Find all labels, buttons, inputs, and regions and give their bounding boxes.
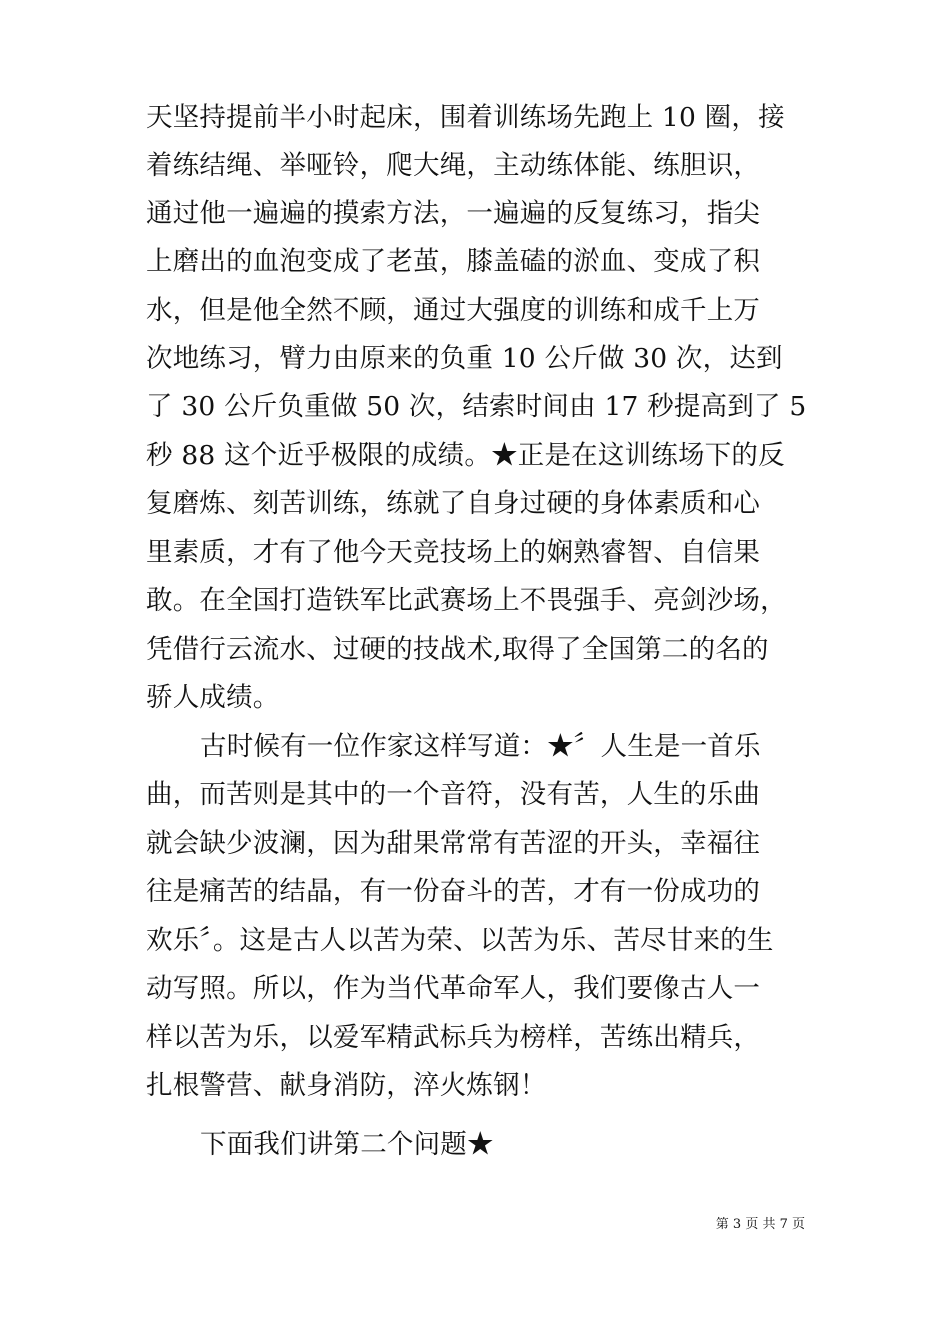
body-text-line: 通过他一遍遍的摸索方法，一遍遍的反复练习，指尖 xyxy=(146,198,761,229)
body-text-line: 天坚持提前半小时起床，围着训练场先跑上 10 圈，接 xyxy=(146,102,785,133)
body-text-line: 上磨出的血泡变成了老茧，膝盖磕的淤血、变成了积 xyxy=(146,246,761,277)
body-text-line: 着练结绳、举哑铃，爬大绳，主动练体能、练胆识， xyxy=(146,150,761,181)
paragraph-first-line: 古时候有一位作家这样写道：★〞人生是一首乐 xyxy=(200,731,761,762)
body-text-line: 样以苦为乐，以爱军精武标兵为榜样，苦练出精兵， xyxy=(146,1022,761,1053)
body-text-line: 就会缺少波澜，因为甜果常常有苦涩的开头，幸福往 xyxy=(146,828,761,859)
body-text-line: 曲，而苦则是其中的一个音符，没有苦，人生的乐曲 xyxy=(146,779,761,810)
body-text-line: 欢乐〞。这是古人以苦为荣、以苦为乐、苦尽甘来的生 xyxy=(146,925,774,956)
body-text-line: 水，但是他全然不顾，通过大强度的训练和成千上万 xyxy=(146,295,761,326)
body-text-line: 凭借行云流水、过硬的技战术,取得了全国第二的名的 xyxy=(146,634,769,665)
body-text-line: 复磨炼、刻苦训练，练就了自身过硬的身体素质和心 xyxy=(146,488,761,519)
body-text-line: 次地练习，臂力由原来的负重 10 公斤做 30 次，达到 xyxy=(146,343,783,374)
body-text-line: 里素质，才有了他今天竞技场上的娴熟睿智、自信果 xyxy=(146,537,761,568)
body-text-line: 扎根警营、献身消防，淬火炼钢！ xyxy=(146,1070,547,1101)
body-text-line: 骄人成绩。 xyxy=(146,682,280,713)
body-text-line: 了 30 公斤负重做 50 次，结索时间由 17 秒提高到了 5 xyxy=(146,391,807,422)
page-number-footer: 第 3 页 共 7 页 xyxy=(715,1217,805,1232)
body-text-line: 动写照。所以，作为当代革命军人，我们要像古人一 xyxy=(146,973,761,1004)
paragraph-first-line: 下面我们讲第二个问题★ xyxy=(200,1129,494,1160)
body-text-line: 秒 88 这个近乎极限的成绩。★正是在这训练场下的反 xyxy=(146,440,785,471)
body-text-line: 敢。在全国打造铁军比武赛场上不畏强手、亮剑沙场， xyxy=(146,585,787,616)
body-text-line: 往是痛苦的结晶，有一份奋斗的苦，才有一份成功的 xyxy=(146,876,761,907)
